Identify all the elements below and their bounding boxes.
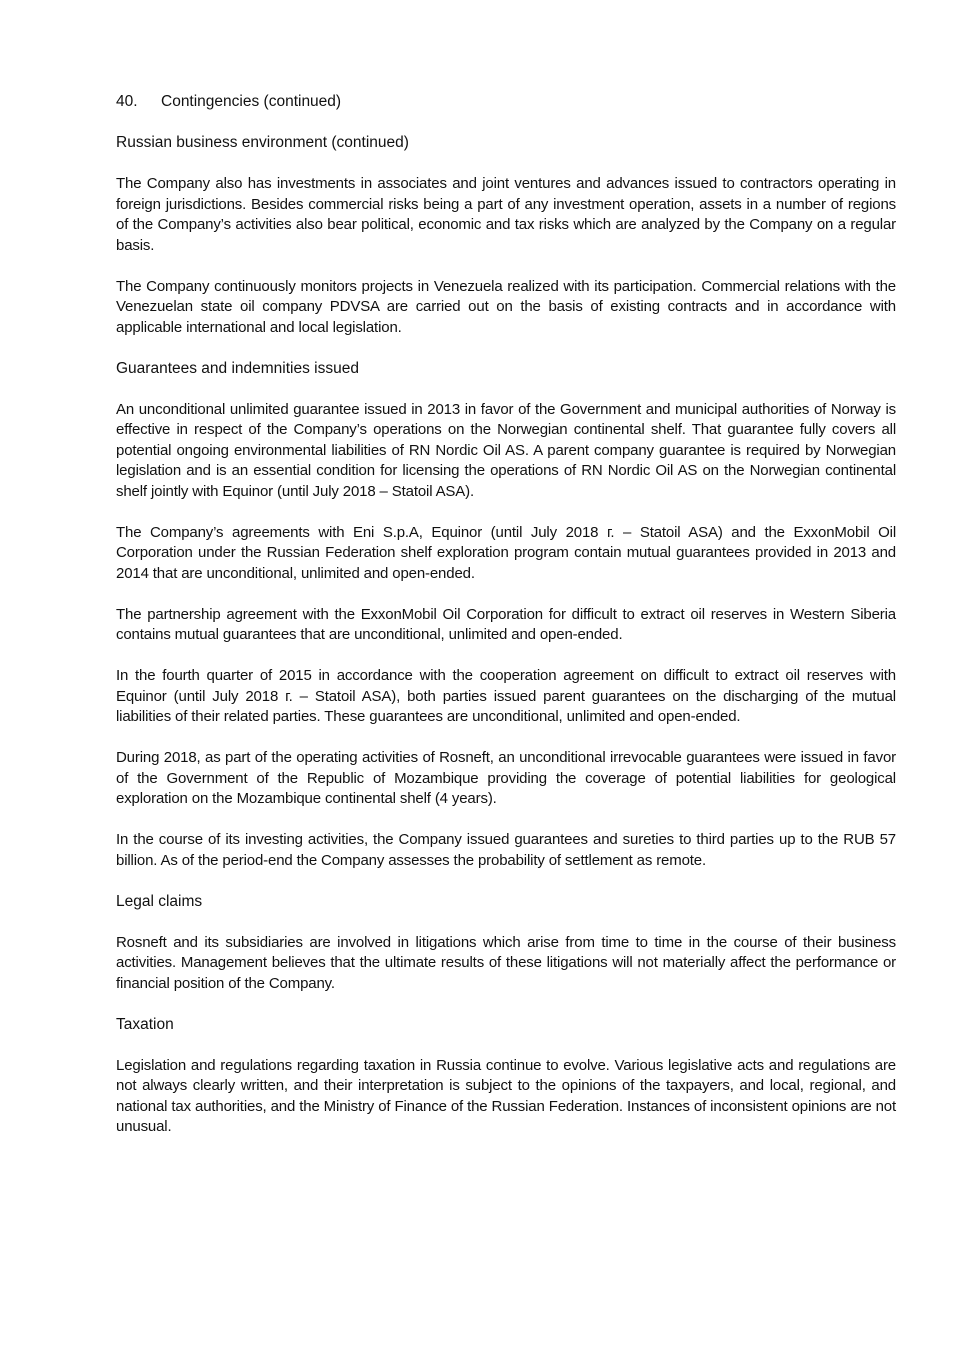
section-russian-business-environment — [116, 133, 896, 338]
section-heading: Russian business environment (continued) — [116, 134, 409, 151]
paragraph: In the course of its investing activities, the Company issued guarantees and sureties to third parties up to the RUB 57 billion. As of the period-end the Company assesses the probability of settlement as remote. — [116, 831, 896, 869]
note-heading — [116, 92, 896, 112]
note-number: 40. — [116, 93, 138, 110]
section-heading: Guarantees and indemnities issued — [116, 359, 359, 377]
section-taxation — [116, 1015, 896, 1138]
section-heading: Legal claims — [116, 892, 203, 910]
paragraph: An unconditional unlimited guarantee issued in 2013 in favor of the Government and municipal authorities of Norway is effective in respect of the Company’s operations on the Norwegian continental shelf. That guarantee fully covers all potential ongoing environmental liabilities of RN Nordic Oil AS. A parent company guarantee is required by Norwegian legislation and is an essential condition for licensing the operations of RN Nordic Oil AS on the Norwegian continental shelf jointly with Equinor (until July 2018 – Statoil ASA). — [116, 400, 896, 500]
section-heading: Taxation — [116, 1015, 174, 1033]
paragraph: The Company’s agreements with Eni S.p.A, Equinor (until July 2018 г. – Statoil ASA) and the ExxonMobil Oil Corporation under the Russian Federation shelf exploration program contain mutual guarantees provided in 2013 and 2014 that are unconditional, unlimited and open-ended. — [116, 523, 896, 582]
section-legal-claims — [116, 892, 896, 995]
paragraph: Rosneft and its subsidiaries are involved in litigations which arise from time to time in the course of their business activities. Management believes that the ultimate results of these litigations will not materially affect the performance or financial position of the Company. — [116, 933, 896, 992]
paragraph: In the fourth quarter of 2015 in accordance with the cooperation agreement on difficult to extract oil reserves with Equinor (until July 2018 г. – Statoil ASA), both parties issued parent guarantees on the discharging of the mutual liabilities of their related parties. These guarantees are unconditional, unlimited and open-ended. — [116, 667, 896, 725]
section-guarantees-and-indemnities — [116, 359, 896, 872]
paragraph: The Company also has investments in associates and joint ventures and advances issued to contractors operating in foreign jurisdictions. Besides commercial risks being a part of any investment operation, assets in a number of regions of the Company’s activities also bear political, economic and tax risks which are analyzed by the Company on a regular basis. — [116, 175, 896, 254]
document-page — [116, 92, 896, 1158]
paragraph: The partnership agreement with the ExxonMobil Oil Corporation for difficult to extract oil reserves in Western Siberia contains mutual guarantees that are unconditional, unlimited and open-ended. — [116, 605, 896, 643]
note-title: Contingencies (continued) — [161, 93, 342, 110]
paragraph: The Company continuously monitors projects in Venezuela realized with its participation. Commercial relations with the Venezuelan state oil company PDVSA are carried out on the basis of existing contracts and in accordance with applicable international and local legislation. — [116, 277, 896, 336]
paragraph: During 2018, as part of the operating activities of Rosneft, an unconditional irrevocable guarantees were issued in favor of the Government of the Republic of Mozambique providing the coverage of potential liabilities for geological exploration on the Mozambique continental shelf (4 years). — [116, 749, 896, 807]
paragraph: Legislation and regulations regarding taxation in Russia continue to evolve. Various legislative acts and regulations are not always clearly written, and their interpretation is subject to the opinions of the taxpayers, and local, regional, and national tax authorities, and the Ministry of Finance of the Russian Federation. Instances of inconsistent opinions are not unusual. — [116, 1056, 896, 1135]
